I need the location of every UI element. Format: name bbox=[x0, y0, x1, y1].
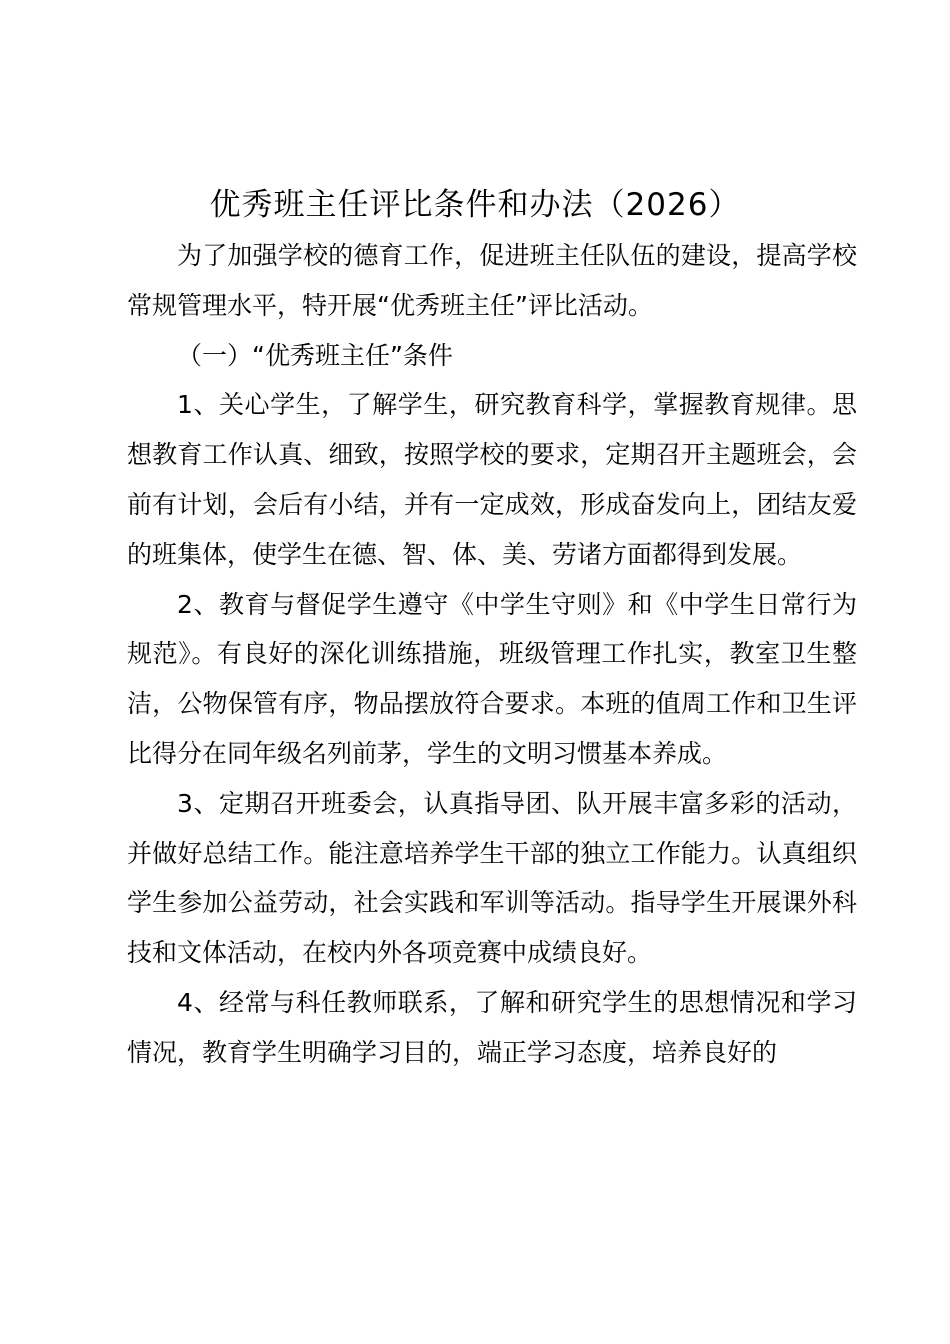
document-title: 优秀班主任评比条件和办法（2026） bbox=[209, 187, 741, 223]
document-body bbox=[127, 231, 857, 1078]
section-heading: （一）“优秀班主任”条件 bbox=[177, 340, 453, 370]
item-paragraph-2: 2、教育与督促学生遵守《中学生守则》和《中学生日常行为规范》。有良好的深化训练措施，班级管理工作扎实，教室卫生整洁，公物保管有序，物品摆放符合要求。本班的值周工作和卫生评比得分在同年级名列前茅，学生的文明习惯基本养成。 bbox=[127, 589, 857, 768]
item-paragraph-4: 4、经常与科任教师联系，了解和研究学生的思想情况和学习情况，教育学生明确学习目的，端正学习态度，培养良好的 bbox=[127, 987, 857, 1067]
item-paragraph-3: 3、定期召开班委会，认真指导团、队开展丰富多彩的活动，并做好总结工作。能注意培养学生干部的独立工作能力。认真组织学生参加公益劳动，社会实践和军训等活动。指导学生开展课外科技和文体活动，在校内外各项竞赛中成绩良好。 bbox=[127, 788, 857, 968]
intro-paragraph: 为了加强学校的德育工作，促进班主任队伍的建设，提高学校常规管理水平，特开展“优秀班主任”评比活动。 bbox=[127, 241, 857, 320]
item-paragraph-1: 1、关心学生，了解学生，研究教育科学，掌握教育规律。思想教育工作认真、细致，按照学校的要求，定期召开主题班会，会前有计划，会后有小结，并有一定成效，形成奋发向上，团结友爱的班集体，使学生在德、智、体、美、劳诸方面都得到发展。 bbox=[127, 390, 857, 569]
